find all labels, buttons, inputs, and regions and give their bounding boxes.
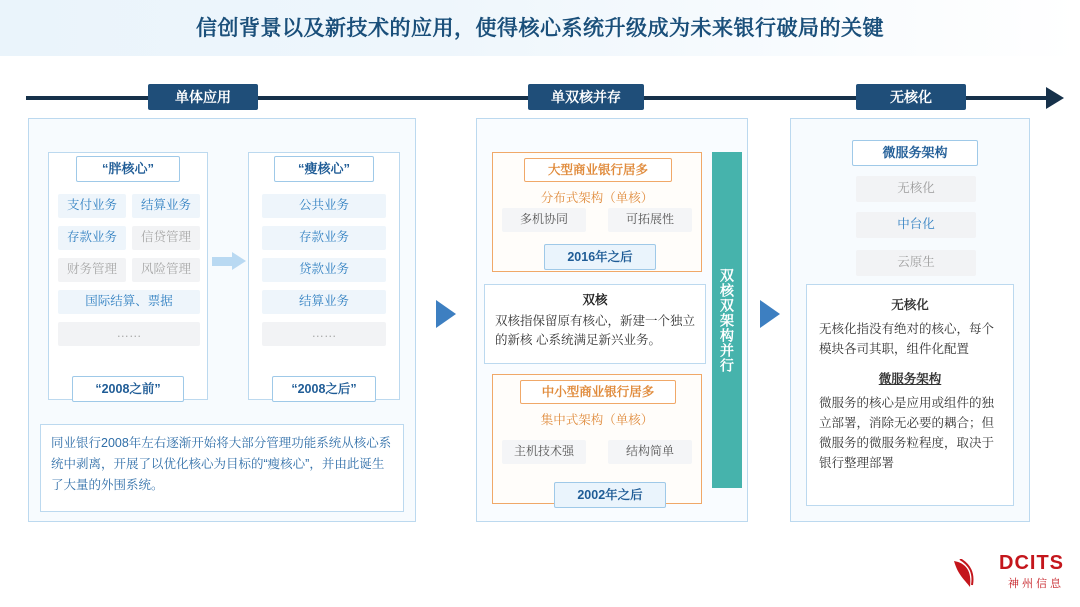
list-item: 无核化 [856, 176, 976, 202]
dual-core-description [484, 284, 706, 364]
list-item: 云原生 [856, 250, 976, 276]
thin-core-title: “瘦核心” [274, 156, 374, 182]
page-title: 信创背景以及新技术的应用，使得核心系统升级成为未来银行破局的关键 [196, 17, 884, 40]
year-tag-2016: 2016年之后 [544, 244, 656, 270]
panel1-note-text: 同业银行2008年左右逐渐开始将大部分管理功能系统从核心系统中剥离，开展了以优化核心为目标的“瘦核心”，并由此诞生了大量的外围系统。 [40, 424, 404, 512]
timeline-arrow-icon [1046, 87, 1064, 109]
logo-sub-text: 神州信息 [1008, 578, 1064, 590]
transform-arrow-icon [212, 252, 246, 270]
microservice-text: 微服务的核心是应用或组件的独立部署，消除无必要的耦合；但微服务的微服务粒程度，取决于银行整理部署 [819, 396, 995, 470]
tag-item: 主机技术强 [502, 440, 586, 464]
vertical-banner-dual-core: 双核双架构并行 [712, 152, 742, 488]
list-item: 财务管理 [58, 258, 126, 282]
list-item: 中台化 [856, 212, 976, 238]
distributed-arch-subtitle: 分布式架构（单核） [540, 191, 654, 205]
phase-label-coreless: 无核化 [856, 84, 966, 110]
thin-core-period: “2008之后” [272, 376, 376, 402]
dcits-logo-mark-icon [950, 559, 976, 589]
year-tag-2002: 2002年之后 [554, 482, 666, 508]
logo-main-text: DCITS [999, 552, 1064, 574]
arrow-right-icon-2 [760, 300, 780, 328]
dual-core-heading: 双核 [582, 293, 608, 307]
coreless-text: 无核化指没有绝对的核心，每个模块各司其职，组件化配置 [819, 322, 995, 356]
list-item: 国际结算、票据 [58, 290, 200, 314]
list-item: 风险管理 [132, 258, 200, 282]
list-item: 信贷管理 [132, 226, 200, 250]
list-item: 公共业务 [262, 194, 386, 218]
fat-core-period: “2008之前” [72, 376, 184, 402]
list-item: …… [58, 322, 200, 346]
logo [999, 552, 1064, 591]
tag-item: 多机协同 [502, 208, 586, 232]
fat-core-title: “胖核心” [76, 156, 180, 182]
list-item: 结算业务 [262, 290, 386, 314]
phase-label-monolith: 单体应用 [148, 84, 258, 110]
coreless-description [806, 284, 1014, 506]
list-item: 存款业务 [58, 226, 126, 250]
centralized-arch-title: 中小型商业银行居多 [520, 380, 676, 404]
phase-label-dual-core: 单双核并存 [528, 84, 644, 110]
list-item: 结算业务 [132, 194, 200, 218]
tag-item: 可拓展性 [608, 208, 692, 232]
coreless-heading: 无核化 [891, 298, 929, 312]
tag-item: 结构简单 [608, 440, 692, 464]
arrow-right-icon-1 [436, 300, 456, 328]
list-item: 支付业务 [58, 194, 126, 218]
microservice-heading: 微服务架构 [878, 372, 942, 386]
list-item: 贷款业务 [262, 258, 386, 282]
list-item: 存款业务 [262, 226, 386, 250]
list-item: …… [262, 322, 386, 346]
distributed-arch-title: 大型商业银行居多 [524, 158, 672, 182]
centralized-arch-subtitle: 集中式架构（单核） [540, 413, 654, 427]
microservice-title: 微服务架构 [852, 140, 978, 166]
dual-core-text: 双核指保留原有核心，新建一个独立的新核 心系统满足新兴业务。 [495, 314, 696, 347]
